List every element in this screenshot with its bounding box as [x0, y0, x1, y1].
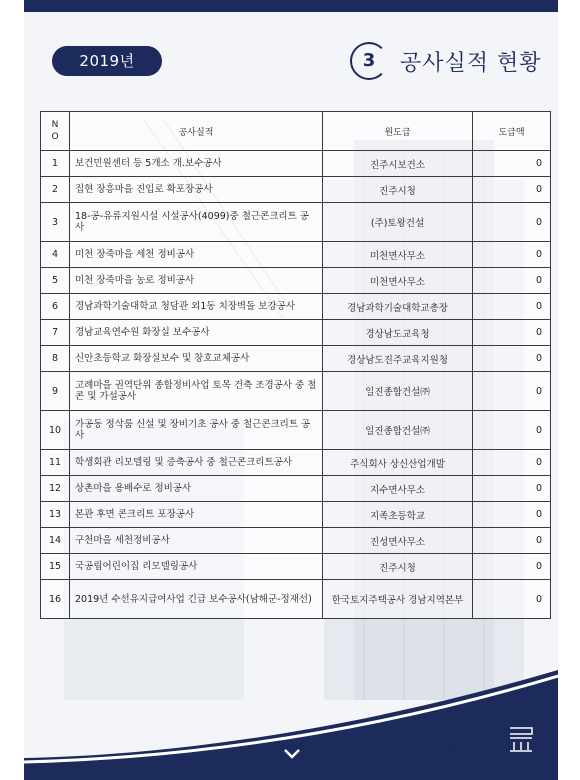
row-no: 1	[41, 151, 70, 177]
header-no: N O	[41, 112, 70, 151]
row-no: 8	[41, 346, 70, 372]
row-no: 9	[41, 372, 70, 411]
table-row	[41, 151, 551, 177]
company-prefix: 주식회사	[422, 742, 469, 756]
header-client: 원도급	[323, 112, 473, 151]
row-amount: 0	[473, 528, 551, 554]
row-no: 15	[41, 554, 70, 580]
table-row	[41, 268, 551, 294]
row-no: 14	[41, 528, 70, 554]
row-project: 미천 장죽마을 농로 정비공사	[70, 268, 323, 294]
row-client: (주)토왕건설	[323, 203, 473, 242]
row-project: 본관 후면 콘크리트 포장공사	[70, 502, 323, 528]
row-client: 지수면사무소	[323, 476, 473, 502]
company-logo-icon	[506, 724, 536, 754]
row-no: 16	[41, 580, 70, 619]
row-amount: 0	[473, 242, 551, 268]
row-project: 구천마을 세천정비공사	[70, 528, 323, 554]
row-amount: 0	[473, 294, 551, 320]
company-name	[422, 738, 504, 758]
row-client: 지족초등학교	[323, 502, 473, 528]
row-client: 진주시청	[323, 554, 473, 580]
row-amount: 0	[473, 411, 551, 450]
row-amount: 0	[473, 177, 551, 203]
row-client: 진성면사무소	[323, 528, 473, 554]
document-page	[24, 0, 558, 780]
row-amount: 0	[473, 554, 551, 580]
row-project: 국공립어린이집 리모델링공사	[70, 554, 323, 580]
table-row	[41, 411, 551, 450]
row-no: 5	[41, 268, 70, 294]
row-client: 주식회사 상신산업개발	[323, 450, 473, 476]
row-client: 미천면사무소	[323, 268, 473, 294]
row-amount: 0	[473, 476, 551, 502]
row-no: 3	[41, 203, 70, 242]
row-amount: 0	[473, 580, 551, 619]
table-row	[41, 450, 551, 476]
table-row	[41, 528, 551, 554]
table-row	[41, 203, 551, 242]
row-no: 13	[41, 502, 70, 528]
row-no: 10	[41, 411, 70, 450]
row-project: 2019년 수선유지급여사업 긴급 보수공사(남해군-정재선)	[70, 580, 323, 619]
company-brand: 한 울	[472, 741, 505, 757]
year-badge: 2019년	[52, 46, 162, 76]
top-bar	[24, 0, 558, 12]
table-row	[41, 177, 551, 203]
section-number-circle: 3	[350, 42, 388, 80]
row-client: 경상남도진주교육지원청	[323, 346, 473, 372]
header-amount: 도급액	[473, 112, 551, 151]
row-amount: 0	[473, 268, 551, 294]
chevron-down-icon[interactable]	[283, 748, 301, 760]
row-project: 신안초등학교 화장실보수 및 창호교체공사	[70, 346, 323, 372]
row-project: 상촌마을 용배수로 정비공사	[70, 476, 323, 502]
row-project: 18-공-유류지원시설 시설공사(4099)중 철근콘크리트 공사	[70, 203, 323, 242]
row-no: 12	[41, 476, 70, 502]
row-project: 고례마을 권역단위 종합정비사업 토목 건축 조경공사 중 철콘 및 가설공사	[70, 372, 323, 411]
table-row	[41, 476, 551, 502]
table-row	[41, 320, 551, 346]
table-header-row	[41, 112, 551, 151]
row-project: 보건민원센터 등 5개소 개.보수공사	[70, 151, 323, 177]
table-row	[41, 346, 551, 372]
table-row	[41, 502, 551, 528]
section-title: 공사실적 현황	[400, 51, 542, 76]
footer-swoosh	[24, 650, 558, 780]
row-amount: 0	[473, 203, 551, 242]
row-amount: 0	[473, 450, 551, 476]
row-no: 7	[41, 320, 70, 346]
row-no: 11	[41, 450, 70, 476]
row-project: 경남교육연수원 화장실 보수공사	[70, 320, 323, 346]
row-project: 집현 장흥마을 진입로 확포장공사	[70, 177, 323, 203]
row-client: 진주시청	[323, 177, 473, 203]
row-no: 2	[41, 177, 70, 203]
row-client: 진주시보건소	[323, 151, 473, 177]
table-row	[41, 372, 551, 411]
row-project: 경남과학기술대학교 청담관 외1동 치장벽돌 보강공사	[70, 294, 323, 320]
row-project: 학생회관 리모델링 및 증축공사 중 철근콘크리트공사	[70, 450, 323, 476]
row-no: 4	[41, 242, 70, 268]
row-client: 한국토지주택공사 경남지역본부	[323, 580, 473, 619]
row-no: 6	[41, 294, 70, 320]
row-client: 경상남도교육청	[323, 320, 473, 346]
row-amount: 0	[473, 502, 551, 528]
table-row	[41, 554, 551, 580]
row-client: 일진종합건설㈜	[323, 372, 473, 411]
table-row	[41, 294, 551, 320]
row-amount: 0	[473, 372, 551, 411]
row-amount: 0	[473, 346, 551, 372]
row-client: 경남과학기술대학교총장	[323, 294, 473, 320]
table-row	[41, 242, 551, 268]
row-project: 미천 장죽마을 세천 정비공사	[70, 242, 323, 268]
row-amount: 0	[473, 151, 551, 177]
row-project: 가공동 정삭룸 신설 및 장비기초 공사 중 철근콘크리트 공사	[70, 411, 323, 450]
table-row	[41, 580, 551, 619]
row-client: 미천면사무소	[323, 242, 473, 268]
row-client: 일진종합건설㈜	[323, 411, 473, 450]
row-amount: 0	[473, 320, 551, 346]
construction-records-table	[40, 111, 551, 619]
header-project: 공사실적	[70, 112, 323, 151]
